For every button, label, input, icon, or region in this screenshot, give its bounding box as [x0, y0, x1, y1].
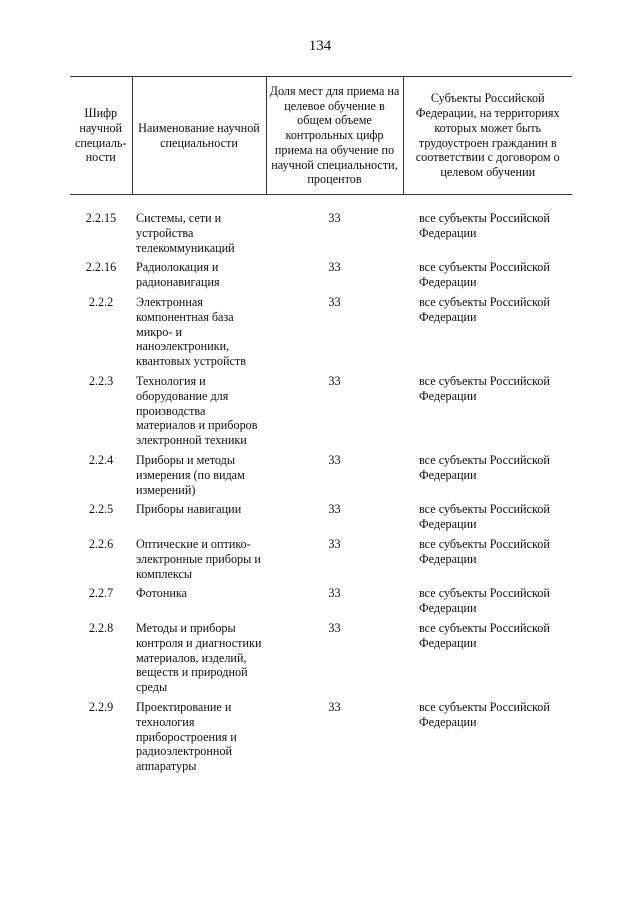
target-share: 33: [328, 294, 341, 309]
employment-subjects: все субъекты Российской Федерации: [419, 211, 550, 240]
table-row: [70, 211, 572, 260]
employment-subjects: все субъекты Российской Федерации: [419, 294, 550, 324]
specialty-code: 2.2.5: [88, 502, 114, 517]
specialty-name: Электронная компонентная база микро- и наноэлектроники, квантовых устройств: [136, 294, 246, 369]
specialty-name: Оптические и оптико-электронные приборы и комплексы: [136, 536, 261, 581]
specialty-name: Методы и приборы контроля и диагностики материалов, изделий, веществ и природной среды: [136, 620, 262, 695]
specialty-name: Приборы навигации: [136, 502, 242, 517]
target-share: 33: [328, 536, 341, 551]
table-row: [70, 502, 572, 537]
specialty-code: 2.2.9: [88, 699, 114, 714]
employment-subjects: все субъекты Российской Федерации: [419, 699, 550, 729]
specialty-name: Системы, сети и устройства телекоммуникаций: [136, 211, 235, 255]
employment-subjects: все субъекты Российской Федерации: [419, 502, 550, 532]
target-share: 33: [328, 373, 341, 388]
employment-subjects: все субъекты Российской Федерации: [419, 373, 550, 403]
table-row: [70, 537, 572, 586]
employment-subjects: все субъекты Российской Федерации: [419, 620, 550, 650]
specialty-name: Проектирование и технология приборостроения и радиоэлектронной аппаратуры: [136, 699, 237, 774]
employment-subjects: все субъекты Российской Федерации: [419, 536, 550, 566]
specialty-name: Фотоника: [136, 586, 188, 601]
table-row: [70, 700, 572, 779]
specialty-name: Технология и оборудование для производства материалов и приборов электронной техники: [136, 373, 258, 448]
specialties-table: [70, 76, 572, 779]
specialty-code: 2.2.16: [85, 260, 117, 275]
target-share: 33: [328, 586, 341, 601]
specialty-code: 2.2.7: [88, 586, 114, 601]
employment-subjects: все субъекты Российской Федерации: [419, 260, 550, 290]
table-body: [70, 195, 572, 779]
header-subjects: Субъекты Российской Федерации, на территориях которых может быть трудоустроен гражданин в соответствии с договором о целевом обучении: [403, 77, 572, 195]
table-row: [70, 586, 572, 621]
table-header: [70, 77, 572, 195]
target-share: 33: [328, 620, 341, 635]
specialty-name: Радиолокация и радионавигация: [136, 260, 220, 290]
target-share: 33: [328, 452, 341, 467]
table-row: [70, 295, 572, 374]
header-share: Доля мест для приема на целевое обучение в общем объеме контрольных цифр приема на обучение по научной специальности, процентов: [266, 77, 403, 195]
target-share: 33: [328, 502, 341, 517]
target-share: 33: [328, 211, 341, 225]
specialty-code: 2.2.2: [88, 294, 114, 309]
employment-subjects: все субъекты Российской Федерации: [419, 452, 550, 482]
specialty-code: 2.2.3: [88, 373, 114, 388]
target-share: 33: [328, 699, 341, 714]
table-row: [70, 260, 572, 295]
table-row: [70, 453, 572, 502]
table-row: [70, 621, 572, 700]
specialty-code: 2.2.8: [88, 620, 114, 635]
page-number: 134: [308, 38, 332, 54]
specialty-code: 2.2.6: [88, 536, 114, 551]
specialty-name: Приборы и методы измерения (по видам измерений): [136, 452, 245, 497]
specialty-code: 2.2.15: [85, 211, 117, 225]
table-spacer: [70, 195, 572, 212]
employment-subjects: все субъекты Российской Федерации: [419, 586, 550, 616]
header-code: Шифр научной специаль-ности: [70, 77, 132, 195]
target-share: 33: [328, 260, 341, 275]
table-row: [70, 374, 572, 453]
header-name: Наименование научной специальности: [132, 77, 266, 195]
specialty-code: 2.2.4: [88, 452, 114, 467]
